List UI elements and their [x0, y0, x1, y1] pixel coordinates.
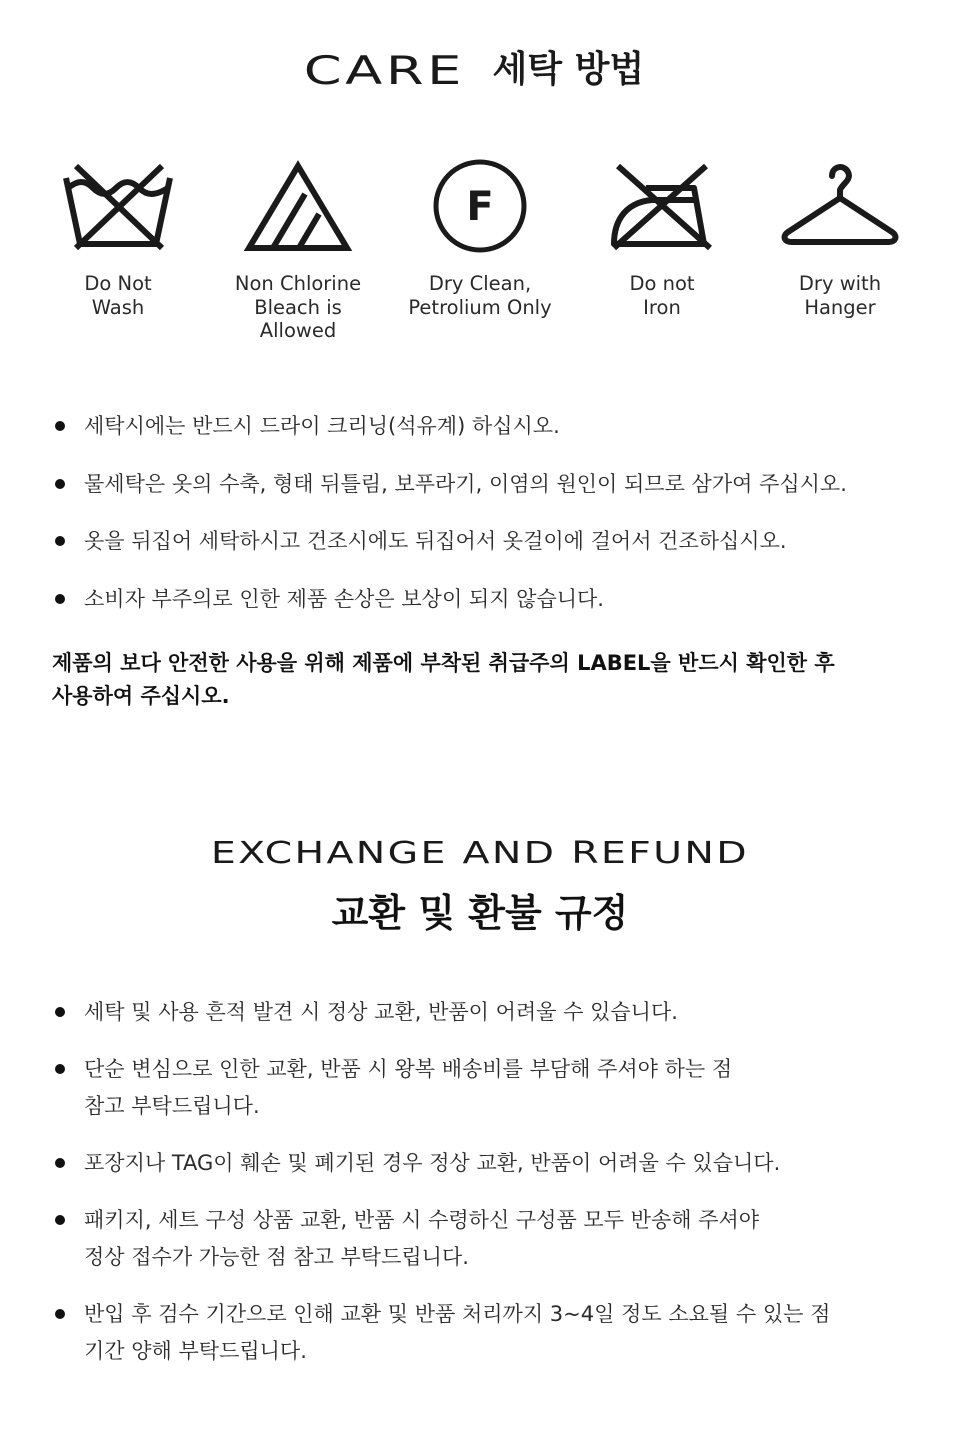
care-label-do-not-iron: Do not Iron — [629, 272, 695, 319]
exchange-policy-list — [52, 994, 922, 1390]
care-item-hanger — [750, 158, 930, 348]
bullet-dot — [55, 1309, 65, 1319]
dry-clean-petrolium-icon — [430, 158, 530, 258]
care-title-ko: 세탁 방법 — [492, 49, 645, 90]
list-item: 옷을 뒤집어 세탁하시고 건조시에도 뒤집어서 옷걸이에 걸어서 건조하십시오. — [52, 525, 942, 583]
care-label-dry-clean: Dry Clean, Petrolium Only — [408, 272, 552, 319]
exchange-title-ko: 교환 및 환불 규정 — [331, 891, 629, 935]
care-item-do-not-wash — [28, 158, 208, 348]
list-item: 물세탁은 옷의 수축, 형태 뒤틀림, 보푸라기, 이염의 원인이 되므로 삼가여 주십시오. — [52, 468, 942, 526]
care-item-dry-clean — [390, 158, 570, 348]
list-item: 반입 후 검수 기간으로 인해 교환 및 반품 처리까지 3~4일 정도 소요될 수 있는 점 기간 양해 부탁드립니다. — [52, 1296, 922, 1370]
dry-clean-symbol: F — [466, 184, 494, 230]
list-item: 패키지, 세트 구성 상품 교환, 반품 시 수령하신 구성품 모두 반송해 주셔야 정상 접수가 가능한 점 참고 부탁드립니다. — [52, 1202, 922, 1276]
care-instructions-list — [52, 410, 942, 640]
bullet-dot — [55, 594, 65, 604]
bullet-dot — [55, 421, 65, 431]
list-item: 세탁시에는 반드시 드라이 크리닝(석유계) 하십시오. — [52, 410, 942, 468]
bullet-dot — [55, 1064, 65, 1074]
care-label-non-chlorine-bleach: Non Chlorine Bleach is Allowed — [234, 272, 362, 342]
do-not-iron-icon — [602, 158, 722, 254]
care-item-do-not-iron — [572, 158, 752, 348]
bullet-dot — [55, 536, 65, 546]
care-label-hanger: Dry with Hanger — [798, 272, 882, 319]
bullet-dot — [55, 479, 65, 489]
do-not-wash-icon — [58, 158, 178, 254]
care-label-do-not-wash: Do Not Wash — [84, 272, 152, 319]
bullet-dot — [55, 1158, 65, 1168]
bullet-dot — [55, 1007, 65, 1017]
care-title-en: CARE — [303, 46, 465, 94]
exchange-header-en — [0, 836, 960, 876]
care-label-notice: 제품의 보다 안전한 사용을 위해 제품에 부착된 취급주의 LABEL을 반드시 확인한 후 사용하여 주십시오. — [52, 651, 835, 708]
list-item: 포장지나 TAG이 훼손 및 폐기된 경우 정상 교환, 반품이 어려울 수 있습니다. — [52, 1145, 922, 1182]
bullet-dot — [55, 1215, 65, 1225]
non-chlorine-bleach-icon — [243, 158, 353, 254]
list-item: 세탁 및 사용 흔적 발견 시 정상 교환, 반품이 어려울 수 있습니다. — [52, 994, 922, 1031]
care-icons — [28, 158, 928, 348]
list-item: 소비자 부주의로 인한 제품 손상은 보상이 되지 않습니다. — [52, 583, 942, 641]
hanger-icon — [778, 158, 902, 254]
list-item: 단순 변심으로 인한 교환, 반품 시 왕복 배송비를 부담해 주셔야 하는 점 참고 부탁드립니다. — [52, 1051, 922, 1125]
care-header — [0, 40, 960, 100]
care-item-non-chlorine-bleach — [208, 158, 388, 348]
exchange-title-en: EXCHANGE AND REFUND — [211, 835, 749, 871]
